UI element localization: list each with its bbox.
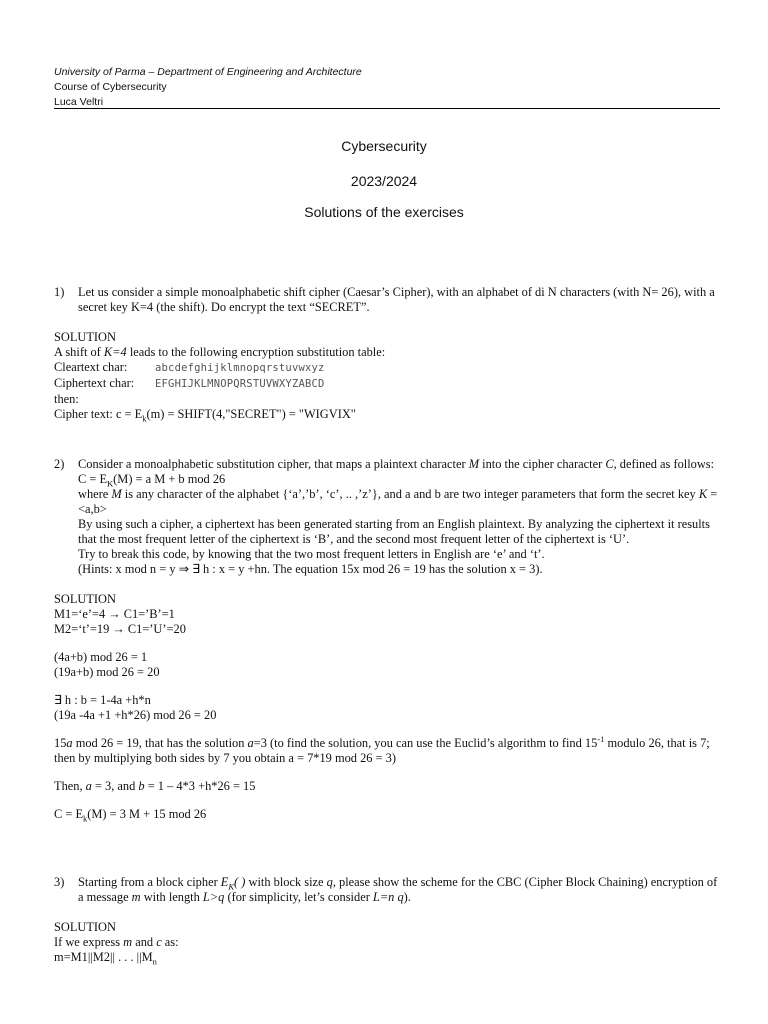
exercise-3	[54, 875, 724, 965]
solution-paragraph: 15a mod 26 = 19, that has the solution a=3 (to find the solution, you can use the Euclid’s algorithm to find $15^{-1}$ modulo 26, that is 7; then by multiplying both sides by 7 you obtain a = 7*19 mod 26 = 3)	[54, 733, 710, 765]
final-formula: $C = E_k(M) = 3$ M + 15 mod 26	[54, 807, 207, 824]
document-year: 2023/2024	[350, 173, 418, 189]
cleartext-row: Cleartext char: abcdefghijklmnopqrstuvwxyz	[54, 360, 325, 374]
express-line: If we express m and c as:	[54, 935, 179, 949]
institution-line: University of Parma – Department of Engineering and Architecture	[54, 66, 362, 78]
then-line: then:	[54, 392, 79, 406]
then-values: Then, a = 3, and b = 1 – 4*3 +h*26 = 15	[54, 779, 256, 793]
exercise-3-question: 3) Starting from a block cipher $E_K$( ) with block size q, please show the scheme for the CBC (Cipher Block Chaining) encryption of a message m with length L>q (for simplicity, let’s consider L=n q).	[54, 875, 718, 904]
exercise-2-question: 2) Consider a monoalphabetic substitution cipher, that maps a plaintext character M into the cipher character C, defined as follows:	[54, 457, 715, 471]
exercise-1-intro: A shift of K=4 leads to the following encryption substitution table:	[54, 345, 386, 359]
mapping-1: M1=‘e’=4 → C1=’B’=1	[54, 607, 175, 621]
ciphertext-row: Ciphertext char: EFGHIJKLMNOPQRSTUVWXYZABCD	[54, 376, 325, 390]
document-title: Cybersecurity	[341, 138, 427, 154]
equation-1: (4a+b) mod 26 = 1	[54, 650, 148, 664]
author-line: Luca Veltri	[54, 96, 104, 108]
course-line: Course of Cybersecurity	[54, 81, 167, 93]
solution-label: SOLUTION	[54, 592, 116, 606]
equation-3: ∃ h : b = 1-4a +h*n	[54, 693, 151, 707]
exercise-1	[54, 285, 724, 422]
exercise-2	[54, 457, 724, 822]
mapping-2: M2=‘t’=19 → C1=’U’=20	[54, 622, 186, 636]
header-rule	[54, 108, 720, 109]
exercise-1-question: 1) Let us consider a simple monoalphabetic shift cipher (Caesar’s Cipher), with an alphabet of di N characters (with N= 26), with a secret key K=4 (the shift). Do encrypt the text “SECRET”.	[54, 285, 715, 314]
document-header	[54, 65, 720, 110]
by-using-paragraph: By using such a cipher, a ciphertext has been generated starting from an English plaintext. By analyzing the ciphertext it results that the most frequent letter of the ciphertext is ‘B’, and the second most frequent letter of the ciphertext is ‘U’.	[78, 517, 710, 546]
cipher-result: Cipher text: $c = E_k(m)$ = SHIFT(4,"SECRET") = "WIGVIX"	[54, 407, 356, 424]
concatenation-line: m=M1||M2|| . . . $||M_n$	[54, 950, 157, 967]
cipher-formula: $C = E_K(M) = a$ M + b mod 26	[78, 472, 226, 489]
try-line: Try to break this code, by knowing that the two most frequent letters in English are ‘e’ and ‘t’.	[78, 547, 545, 561]
solution-label: SOLUTION	[54, 330, 116, 344]
equation-2: (19a+b) mod 26 = 20	[54, 665, 160, 679]
solution-label: SOLUTION	[54, 920, 116, 934]
equation-4: (19a -4a +1 +h*26) mod 26 = 20	[54, 708, 217, 722]
hints-line: (Hints: x mod n = y ⇒ ∃ h : x = y +hn. The equation 15x mod 26 = 19 has the solution x = 3).	[78, 562, 543, 576]
where-clause: where M is any character of the alphabet {‘a’,’b’, ‘c’, .. ,’z’}, and a and b are two integer parameters that form the secret key K = <a,b>	[78, 487, 718, 516]
document-subtitle: Solutions of the exercises	[304, 204, 464, 220]
